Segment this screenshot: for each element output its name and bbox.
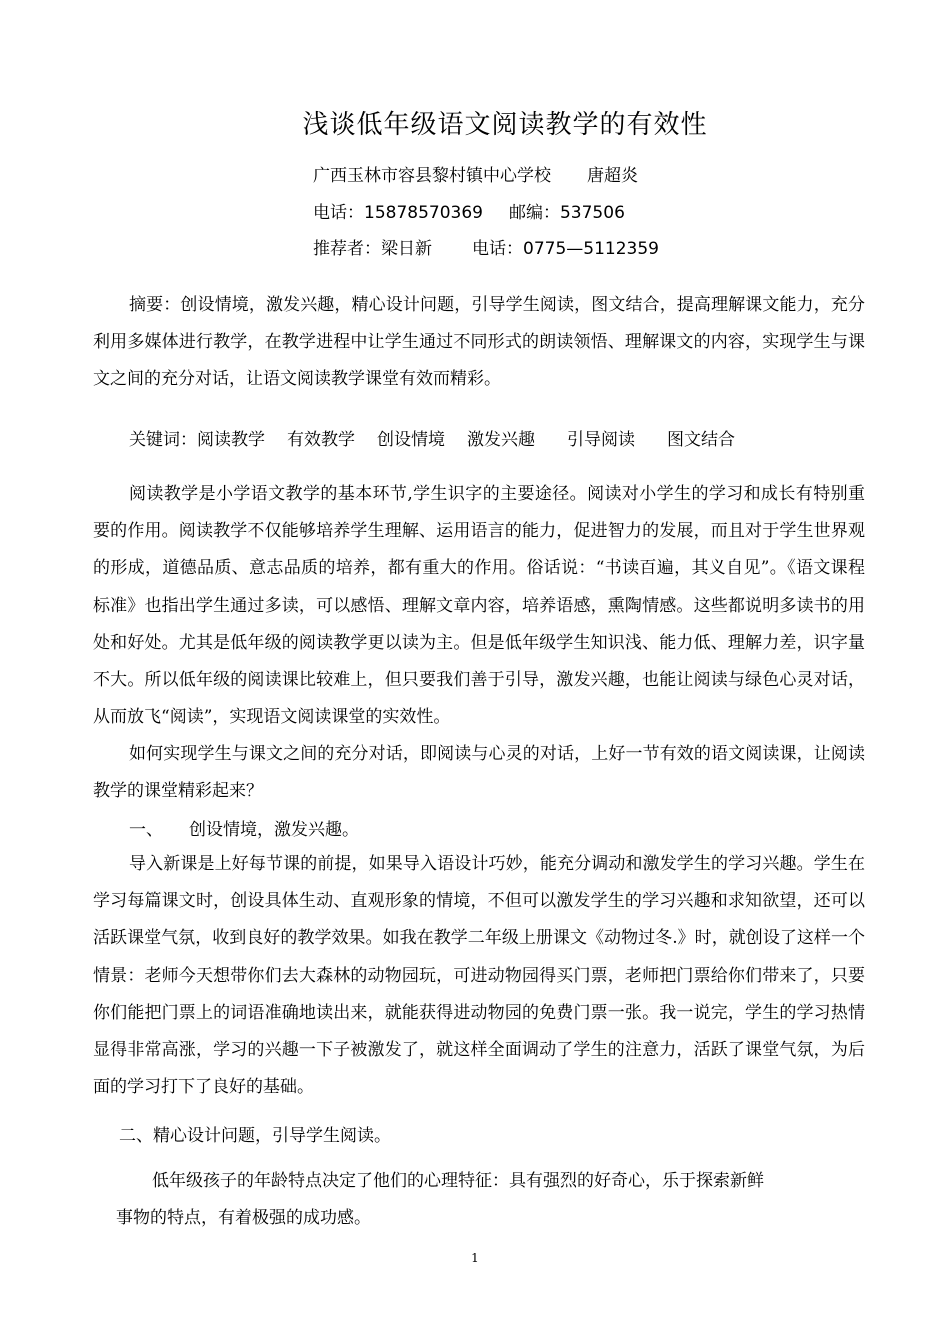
body-paragraph-4-line-1: 低年级孩子的年龄特点决定了他们的心理特征：具有强烈的好奇心，乐于探索新鲜 [152, 1171, 764, 1191]
keyword-item: 有效教学 [287, 430, 355, 450]
abstract-paragraph: 摘要：创设情境，激发兴趣，精心设计问题，引导学生阅读，图文结合，提高理解课文能力，充分利用多媒体进行教学，在教学进程中让学生通过不同形式的朗读领悟、理解课文的内容，实现学生与课文之间的充分对话，让语文阅读教学课堂有效而精彩。 [93, 295, 865, 390]
body-paragraph-2: 如何实现学生与课文之间的充分对话，即阅读与心灵的对话，上好一节有效的语文阅读课，让阅读教学的课堂精彩起来？ [93, 744, 865, 802]
keywords-line [129, 425, 757, 450]
section-heading-1-number: 一、 [129, 820, 163, 840]
recommender-phone: 0775—5112359 [523, 239, 659, 259]
postcode-number: 537506 [559, 203, 625, 223]
author-name: 唐超炎 [587, 166, 638, 186]
section-heading-2: 二、精心设计问题，引导学生阅读。 [119, 1126, 391, 1146]
keyword-item: 图文结合 [667, 430, 735, 450]
section-heading-1 [129, 815, 359, 840]
recommender-name: 梁日新 [381, 239, 432, 259]
keywords-label: 关键词： [129, 430, 197, 450]
keyword-item: 引导阅读 [567, 430, 635, 450]
phone-number: 15878570369 [364, 203, 483, 223]
keyword-item: 激发兴趣 [467, 430, 535, 450]
keyword-item: 阅读教学 [197, 430, 265, 450]
document-title: 浅谈低年级语文阅读教学的有效性 [302, 110, 708, 140]
body-paragraph-3: 导入新课是上好每节课的前提，如果导入语设计巧妙，能充分调动和激发学生的学习兴趣。学生在学习每篇课文时，创设具体生动、直观形象的情境，不但可以激发学生的学习兴趣和求知欲望，还可以活跃课堂气氛，收到良好的教学效果。如我在教学二年级上册课文《动物过冬.》时，就创设了这样一个情景：老师今天想带你们去大森林的动物园玩，可进动物园得买门票，老师把门票给你们带来了，只要你们能把门票上的词语准确地读出来，就能获得进动物园的免费门票一张。我一说完，学生的学习热情显得非常高涨，学习的兴趣一下子被激发了，就这样全面调动了学生的注意力，活跃了课堂气氛，为后面的学习打下了良好的基础。 [93, 854, 865, 1098]
school-name: 广西玉林市容县黎村镇中心学校 [313, 166, 551, 186]
section-heading-1-text: 创设情境，激发兴趣。 [189, 820, 359, 840]
page-number: 1 [471, 1251, 479, 1265]
recommender-label: 推荐者： [313, 239, 381, 259]
body-paragraph-4-line-2: 事物的特点，有着极强的成功感。 [116, 1208, 371, 1228]
keyword-item: 创设情境 [377, 430, 445, 450]
recommender-line [313, 234, 659, 259]
postcode-label: 邮编： [508, 203, 560, 223]
body-paragraph-1: 阅读教学是小学语文教学的基本环节,学生识字的主要途径。阅读对小学生的学习和成长有特别重要的作用。阅读教学不仅能够培养学生理解、运用语言的能力，促进智力的发展，而且对于学生世界观的形成，道德品质、意志品质的培养，都有重大的作用。俗话说：“书读百遍，其义自见”。《语文课程标准》也指出学生通过多读，可以感悟、理解文章内容，培养语感，熏陶情感。这些都说明多读书的用处和好处。尤其是低年级的阅读教学更以读为主。但是低年级学生知识浅、能力低、理解力差，识字量不大。所以低年级的阅读课比较难上，但只要我们善于引导，激发兴趣，也能让阅读与绿色心灵对话，从而放飞“阅读”，实现语文阅读课堂的实效性。 [93, 484, 865, 728]
contact-line [313, 198, 625, 223]
author-line [313, 161, 638, 186]
recommender-phone-label: 电话： [472, 239, 523, 259]
phone-label: 电话： [313, 203, 364, 223]
